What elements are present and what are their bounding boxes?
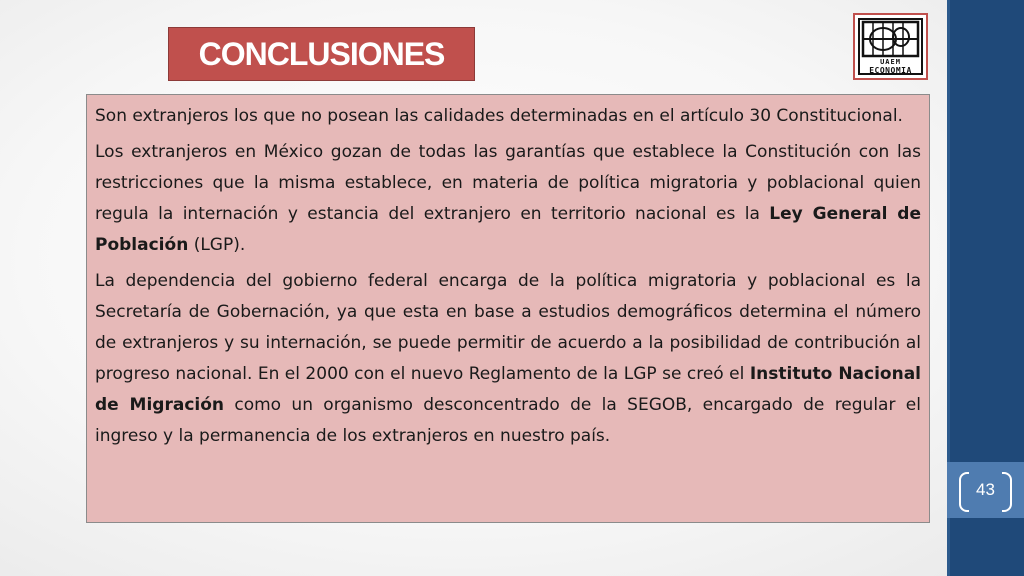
paragraph-2-bold-term: Ley General de Población xyxy=(95,204,922,255)
slide-title: CONCLUSIONES xyxy=(198,35,445,72)
paragraph-3-text-before: La dependencia del gobierno federal encarga de la política migratoria y poblacional es la Secretaría de Gobernación, ya que esta en base a estudios demográficos determina el número de extranjeros y su internación, se puede permitir de acuerdo a la posibilidad de contribución al progreso nacional. En el 2000 con el nuevo Reglamento de la LGP se creó el xyxy=(95,271,921,384)
paragraph-3-text-after: como un organismo desconcentrado de la SEGOB, encargado de regular el ingreso y la permanencia de los extranjeros en nuestro país. xyxy=(95,395,921,446)
page-number-badge xyxy=(947,462,1024,518)
logo-emblem-icon xyxy=(861,19,920,59)
paragraph-3 xyxy=(95,266,921,452)
paragraph-3-bold-term: Instituto Nacional de Migración xyxy=(95,364,922,415)
paragraph-2-text-after: (LGP). xyxy=(188,235,246,255)
paragraph-2-text-before: Los extranjeros en México gozan de todas las garantías que establece la Constitución con las restricciones que la misma establece, en materia de política migratoria y poblacional quien regula la internación y estancia del extranjero en territorio nacional es la xyxy=(95,142,921,224)
paragraph-1-text: Son extranjeros los que no posean las calidades determinadas en el artículo 30 Constitucional. xyxy=(95,106,903,126)
slide-title-box xyxy=(168,27,475,81)
page-number: 43 xyxy=(976,480,995,499)
uaem-economia-logo xyxy=(853,13,928,80)
paragraph-2 xyxy=(95,137,921,261)
paragraph-1 xyxy=(95,101,921,132)
logo-text-economia: ECONOMIA xyxy=(869,66,912,75)
right-bracket-decoration xyxy=(1002,472,1012,512)
conclusions-text-box xyxy=(86,94,930,523)
logo-text-uaem: UAEM xyxy=(880,58,901,66)
